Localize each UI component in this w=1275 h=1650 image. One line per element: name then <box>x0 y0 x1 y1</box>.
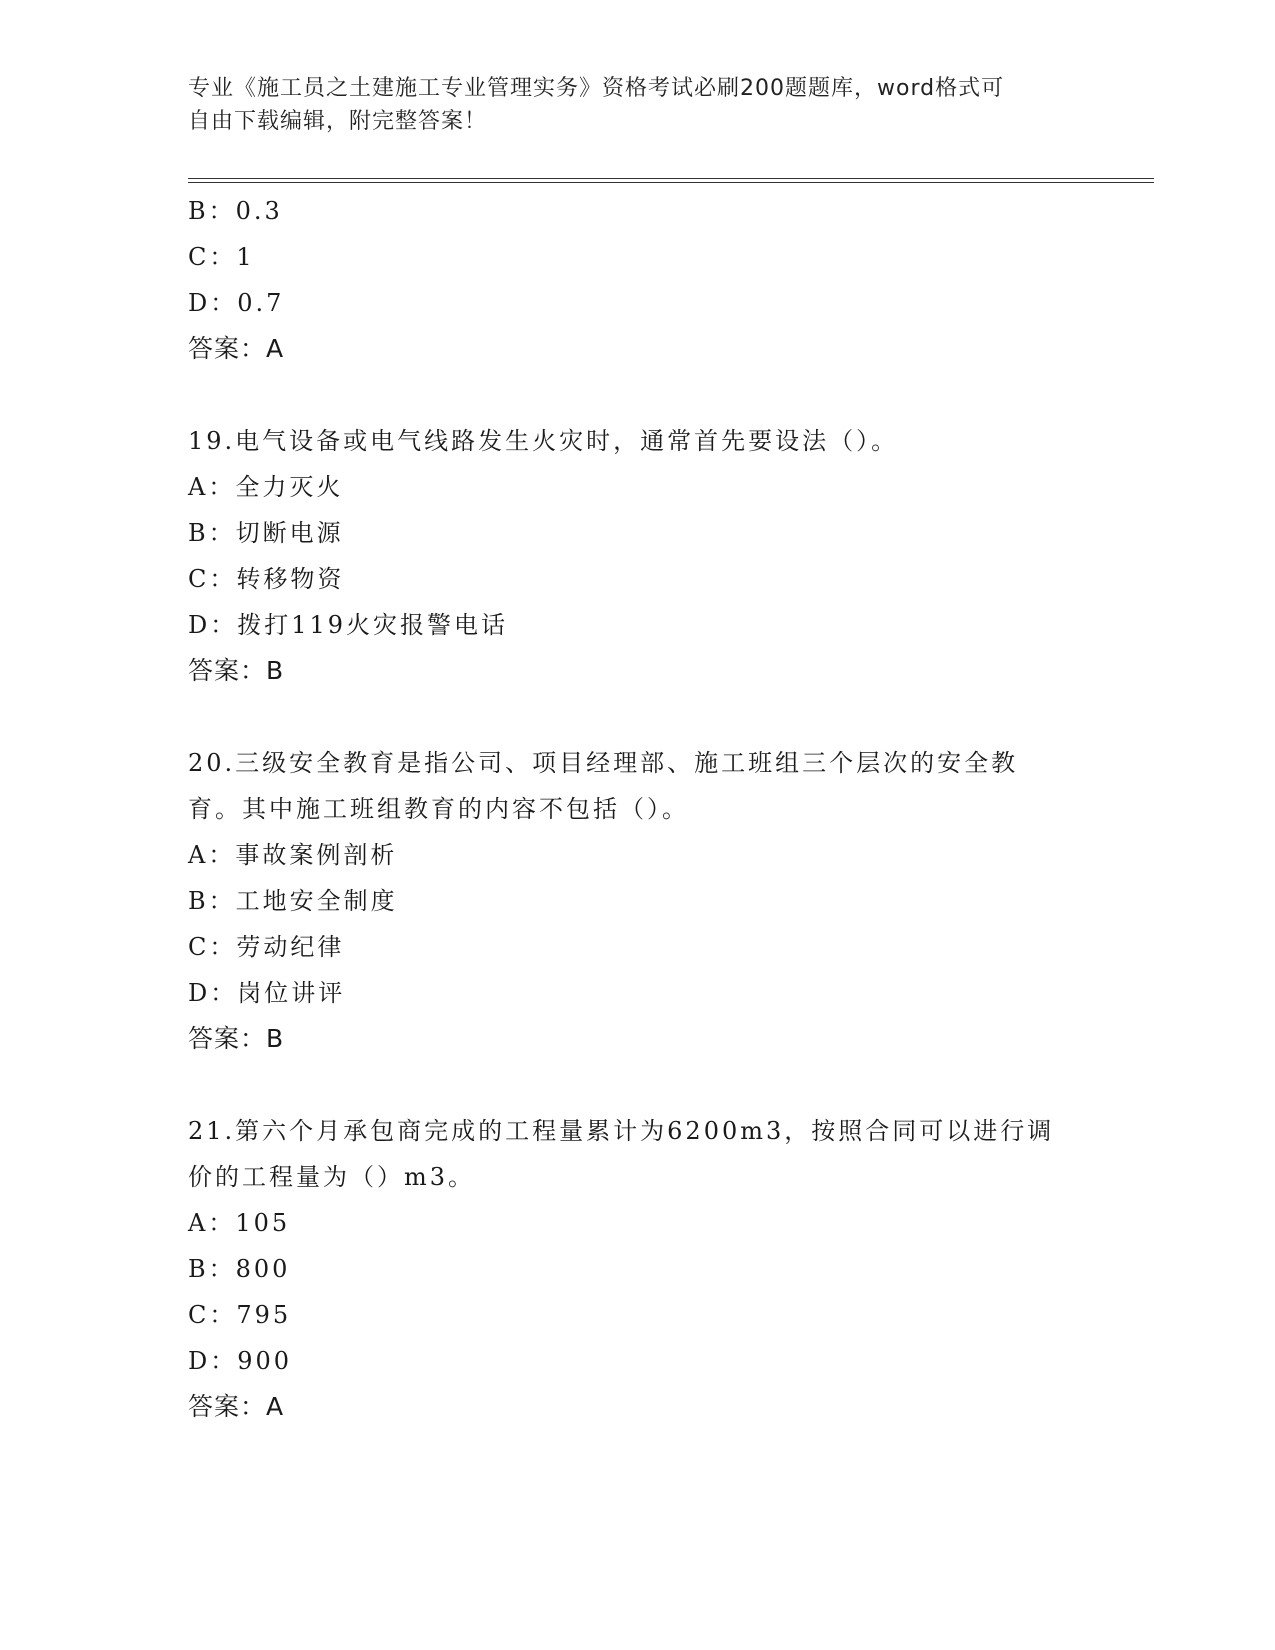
question-text-continued: 育。其中施工班组教育的内容不包括（）。 <box>188 795 689 823</box>
header-divider-bottom <box>188 182 1154 183</box>
document-header <box>188 72 1088 138</box>
question-21-block <box>188 1108 1088 1430</box>
header-line-1: 专业《施工员之土建施工专业管理实务》资格考试必刷200题题库，word格式可 <box>188 76 1005 101</box>
question-20-block <box>188 740 1088 1062</box>
question-text: 19.电气设备或电气线路发生火灾时，通常首先要设法（）。 <box>188 427 899 455</box>
option-c: C：1 <box>188 243 255 271</box>
option-d: D：岗位讲评 <box>188 979 346 1007</box>
answer-line: 答案：B <box>188 656 285 685</box>
question-text: 21.第六个月承包商完成的工程量累计为6200m3，按照合同可以进行调 <box>188 1117 1055 1145</box>
question-text: 20.三级安全教育是指公司、项目经理部、施工班组三个层次的安全教 <box>188 749 1019 777</box>
header-line-2: 自由下载编辑，附完整答案！ <box>188 109 488 134</box>
answer-line: 答案：A <box>188 334 285 363</box>
option-a: A：事故案例剖析 <box>188 841 398 869</box>
question-19-block <box>188 418 1088 694</box>
option-c: C：劳动纪律 <box>188 933 345 961</box>
option-a: A：全力灭火 <box>188 473 344 501</box>
option-d: D：0.7 <box>188 289 285 317</box>
spacer <box>188 694 1088 740</box>
option-b: B：切断电源 <box>188 519 344 547</box>
option-c: C：795 <box>188 1301 292 1329</box>
option-d: D：拨打119火灾报警电话 <box>188 611 509 639</box>
spacer <box>188 372 1088 418</box>
option-b: B：工地安全制度 <box>188 887 398 915</box>
option-b: B：800 <box>188 1255 291 1283</box>
question-text-continued: 价的工程量为（）m3。 <box>188 1163 476 1191</box>
option-c: C：转移物资 <box>188 565 345 593</box>
option-d: D：900 <box>188 1347 293 1375</box>
answer-line: 答案：A <box>188 1392 285 1421</box>
option-b: B：0.3 <box>188 197 283 225</box>
question-content <box>188 188 1088 1430</box>
answer-line: 答案：B <box>188 1024 285 1053</box>
spacer <box>188 1062 1088 1108</box>
option-a: A：105 <box>188 1209 291 1237</box>
header-divider-top <box>188 178 1154 179</box>
prev-question-block <box>188 188 1088 372</box>
